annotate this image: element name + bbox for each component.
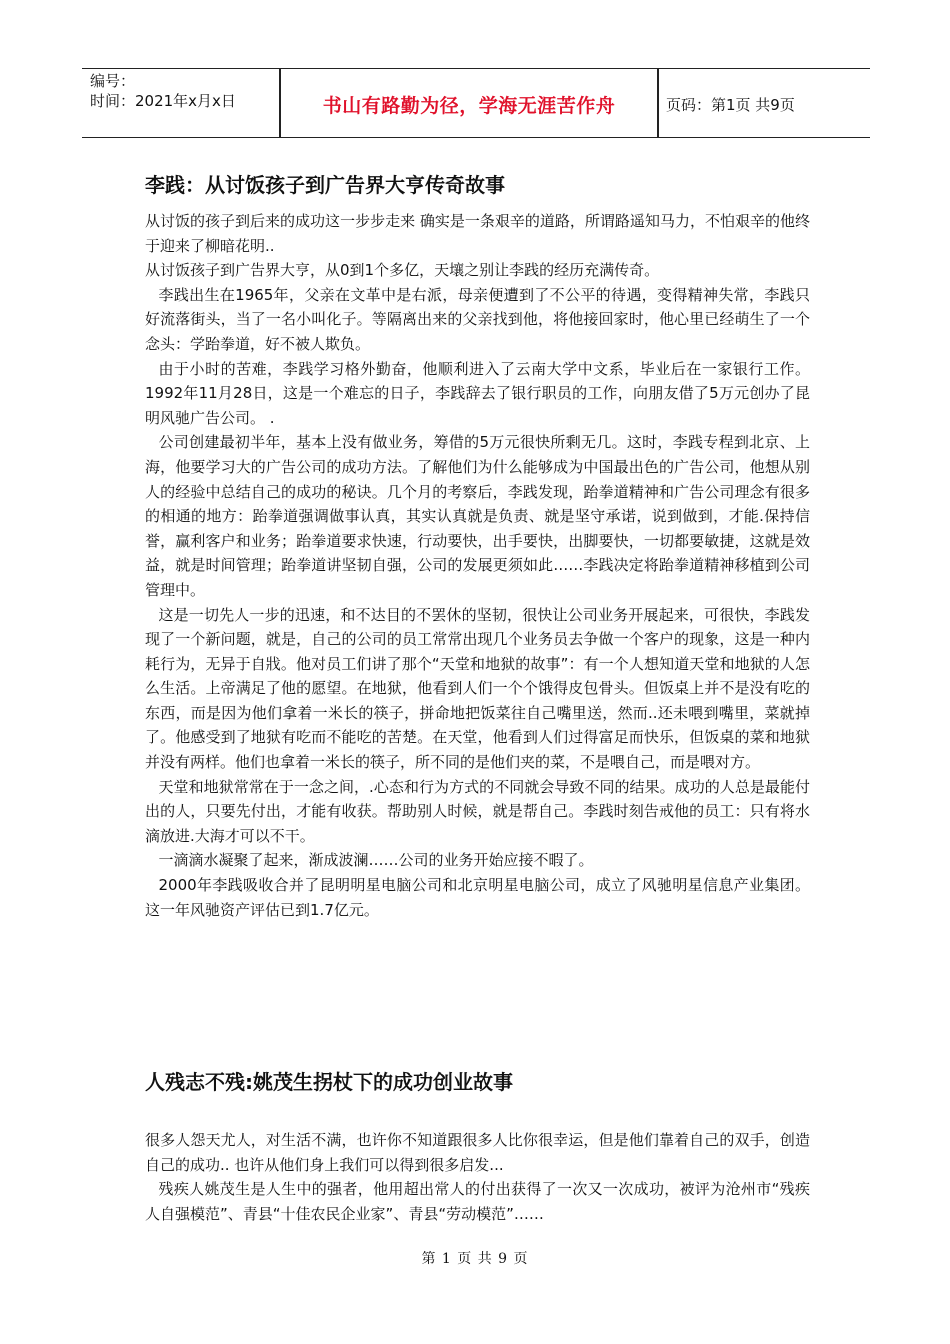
page-footer: 第 1 页 共 9 页 xyxy=(421,1251,529,1267)
paragraph: 很多人怨天尤人，对生活不满，也许你不知道跟很多人比你很幸运，但是他们靠着自己的双手，创造自己的成功.. 也许从他们身上我们可以得到很多启发... xyxy=(145,1131,810,1174)
paragraph: 这是一切先人一步的迅速，和不达目的不罢休的坚韧，很快让公司业务开展起来，可很快，李践发现了一个新问题，就是，自己的公司的员工常常出现几个业务员去争做一个客户的现象，这是一种内耗行为，无异于自戕。他对员工们讲了那个“天堂和地狱的故事”：有一个人想知道天堂和地狱的人怎么生活。上帝满足了他的愿望。在地狱，他看到人们一个个饿得皮包骨头。但饭桌上并不是没有吃的东西，而是因为他们拿着一米长的筷子，拼命地把饭菜往自己嘴里送，然而..还未喂到嘴里，菜就掉了。他感受到了地狱有吃而不能吃的苦楚。在天堂，他看到人们过得富足而快乐，但饭桌的菜和地狱并没有两样。他们也拿着一米长的筷子，所不同的是他们夹的菜，不是喂自己，而是喂对方。 xyxy=(145,605,810,772)
article-title: 李践：从讨饭孩子到广告界大亨传奇故事 xyxy=(145,173,505,197)
paragraph: 从讨饭孩子到广告界大亨，从0到1个多亿，天壤之别让李践的经历充满传奇。 xyxy=(145,261,660,280)
document-number: 编号： xyxy=(90,72,136,90)
header-divider xyxy=(657,69,659,137)
paragraph: 一滴滴水凝聚了起来，渐成波澜……公司的业务开始应接不暇了。 xyxy=(158,851,594,870)
header-motto: 书山有路勤为径，学海无涯苦作舟 xyxy=(322,95,616,117)
header-page-info: 页码：第1页 共9页 xyxy=(666,96,795,114)
paragraph: 残疾人姚茂生是人生中的强者，他用超出常人的付出获得了一次又一次成功，被评为沧州市“残疾人自强模范”、青县“十佳农民企业家”、青县“劳动模范”…… xyxy=(145,1180,810,1223)
paragraph: 李践出生在1965年，父亲在文革中是右派，母亲便遭到了不公平的待遇，变得精神失常，李践只好流落街头，当了一名小叫化子。等隔离出来的父亲找到他，将他接回家时，他心里已经萌生了一个念头：学跆拳道，好不被人欺负。 xyxy=(145,285,810,353)
article-2 xyxy=(145,1128,810,1226)
article-1 xyxy=(145,165,810,922)
document-date: 时间：2021年x月x日 xyxy=(90,92,236,110)
paragraph: 2000年李践吸收合并了昆明明星电脑公司和北京明星电脑公司，成立了风驰明星信息产业集团。这一年风驰资产评估已到1.7亿元。 xyxy=(145,876,810,919)
paragraph: 从讨饭的孩子到后来的成功这一步步走来 确实是一条艰辛的道路，所谓路遥知马力，不怕艰辛的他终于迎来了柳暗花明.. xyxy=(145,212,810,255)
paragraph: 由于小时的苦难，李践学习格外勤奋，他顺利进入了云南大学中文系，毕业后在一家银行工作。1992年11月28日，这是一个难忘的日子，李践辞去了银行职员的工作，向朋友借了5万元创办了昆明风驰广告公司。 . xyxy=(145,359,810,427)
page-header xyxy=(82,68,870,138)
paragraph: 公司创建最初半年，基本上没有做业务，筹借的5万元很快所剩无几。这时，李践专程到北京、上海，他要学习大的广告公司的成功方法。了解他们为什么能够成为中国最出色的广告公司，他想从别人的经验中总结自己的成功的秘诀。几个月的考察后，李践发现，跆拳道精神和广告公司理念有很多的相通的地方：跆拳道强调做事认真，其实认真就是负责、就是坚守承诺，说到做到，才能.保持信誉，赢利客户和业务；跆拳道要求快速，行动要快，出手要快，出脚要快，一切都要敏捷，这就是效益，就是时间管理；跆拳道讲坚韧自强，公司的发展更须如此……李践决定将跆拳道精神移植到公司管理中。 xyxy=(145,433,810,599)
paragraph: 天堂和地狱常常在于一念之间，.心态和行为方式的不同就会导致不同的结果。成功的人总是最能付出的人，只要先付出，才能有收获。帮助别人时候，就是帮自己。李践时刻告戒他的员工：只有将水滴放进.大海才可以不干。 xyxy=(145,777,810,845)
header-meta xyxy=(90,71,236,111)
article-title: 人残志不残:姚茂生拐杖下的成功创业故事 xyxy=(145,1070,513,1094)
